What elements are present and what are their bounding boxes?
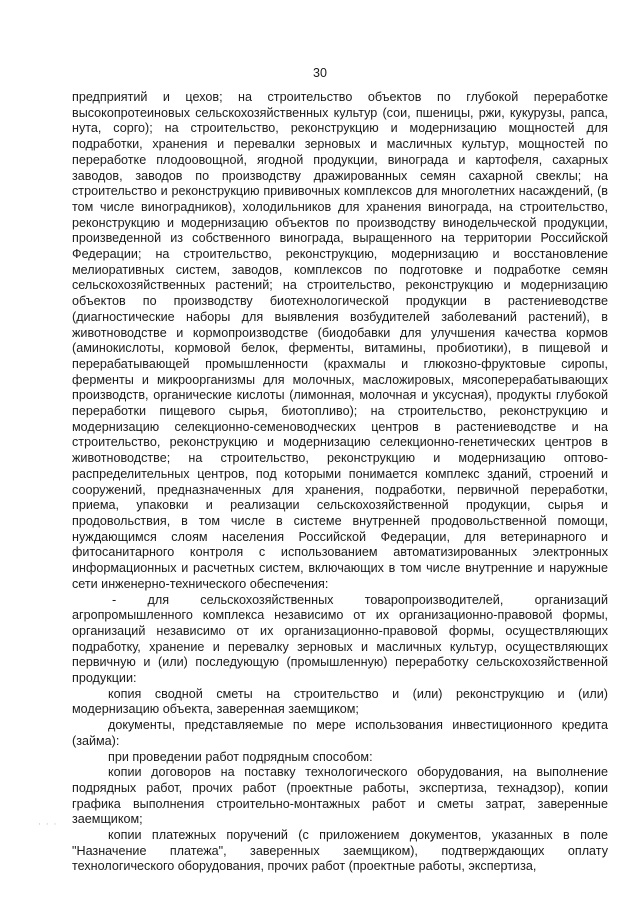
paragraph-documents: документы, представляемые по мере использования инвестиционного кредита (займа): bbox=[72, 718, 608, 748]
body-text bbox=[72, 90, 608, 875]
paragraph-estimate-copy: копия сводной сметы на строительство и (или) реконструкцию и (или) модернизацию объекта, заверенная заемщиком; bbox=[72, 686, 608, 717]
paragraph-payment-orders: копии платежных поручений (с приложением документов, указанных в поле "Назначение платежа", заверенных заемщиком), подтверждающих оплату технологического оборудования, прочих работ (проектные работы, экспертиза, bbox=[72, 828, 608, 874]
paragraph-continuation: предприятий и цехов; на строительство объектов по глубокой переработке высокопротеиновых сельскохозяйственных культур (сои, пшеницы, ржи, кукурузы, рапса, нута, сорго); на строительство, реконструкцию и модернизацию мощностей для подработки, хранения и перевалки зерновых и масличных культур, мощностей по переработке плодоовощной, ягодной продукции, винограда и картофеля, сахарных заводов, заводов по производству дражированных семян сахарной свеклы; на строительство и реконструкцию прививочных комплексов для многолетних насаждений, (в том числе виноградников), холодильников для хранения винограда, на строительство, реконструкцию и модернизацию объектов по производству винодельческой продукции, произведенной из собственного винограда, выращенного на территории Российской Федерации; на строительство, реконструкцию, модернизацию и восстановление мелиоративных систем, заводов, комплексов по подготовке и подработке семян сельскохозяйственных растений; на строительство, реконструкцию и модернизацию объектов по производству биотехнологической продукции в растениеводстве (диагностические наборы для выявления возбудителей заболеваний растений), в животноводстве и кормопроизводстве (биодобавки для улучшения качества кормов (аминокислоты, кормовой белок, ферменты, витамины, пробиотики), в пищевой и перерабатывающей промышленности (крахмалы и глюкозно-фруктовые сиропы, ферменты и микроорганизмы для молочных, масложировых, мясоперерабатывающих производств, органические кислоты (лимонная, молочная и уксусная), продукты глубокой переработки пищевого сырья, биотопливо); на строительство, реконструкцию и модернизацию селекционно-семеноводческих центров в растениеводстве и на строительство, реконструкцию и модернизацию селекционно-генетических центров в животноводстве; на строительство, реконструкцию и модернизацию оптово-распределительных центров, под которыми понимается комплекс зданий, строений и сооружений, предназначенных для хранения, подработки, первичной переработки, приема, упаковки и реализации сельскохозяйственной продукции, сырья и продовольствия, в том числе в системе внутренней продовольственной помощи, нуждающимся слоям населения Российской Федерации, для ветеринарного и фитосанитарного контроля с использованием автоматизированных электронных информационных и расчетных систем, включающих в том числе внутренние и наружные сети инженерно-технического обеспечения: bbox=[72, 90, 608, 591]
scan-artifact: · · · bbox=[38, 820, 58, 830]
paragraph-list-item: - для сельскохозяйственных товаропроизводителей, организаций агропромышленного комплекса независимо от их организационно-правовой формы, организаций независимо от их организационно-правовой формы, осуществляющих подработку, хранение и перевалку зерновых и масличных культур, осуществляющих первичную и (или) последующую (промышленную) переработку сельскохозяйственной продукции: bbox=[72, 592, 608, 686]
paragraph-contract-method: при проведении работ подрядным способом: bbox=[108, 749, 373, 764]
page-number: 30 bbox=[313, 66, 327, 80]
paragraph-contract-copies: копии договоров на поставку технологического оборудования, на выполнение подрядных работ, прочих работ (проектные работы, экспертиза, технадзор), копии графика выполнения строительно-монтажных работ и сметы затрат, заверенные заемщиком; bbox=[72, 765, 608, 827]
